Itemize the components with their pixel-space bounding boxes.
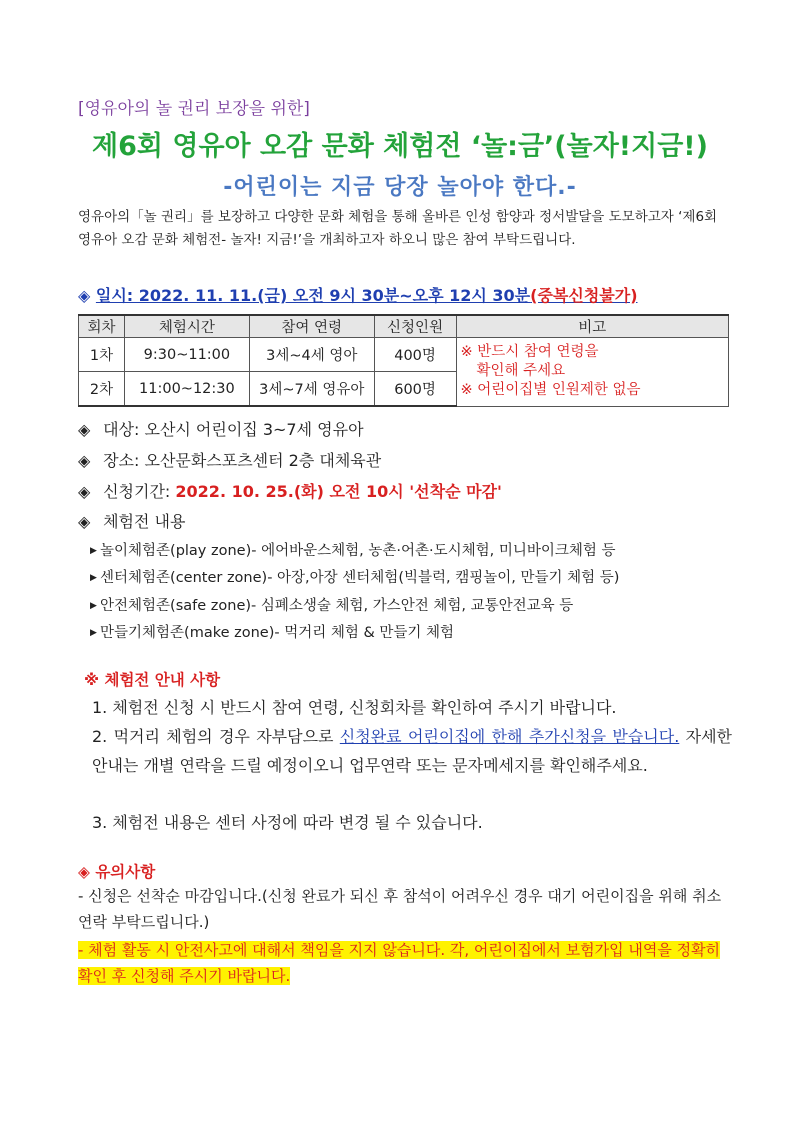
info-contents: ◈ 체험전 내용	[78, 512, 186, 531]
guide-item-1: 1. 체험전 신청 시 반드시 참여 연령, 신청회차를 확인하여 주시기 바랍니다.	[92, 698, 617, 717]
triangle-icon: ▶	[90, 573, 97, 583]
note-line: ※ 반드시 참여 연령을	[460, 344, 599, 361]
diamond-icon: ◈	[78, 451, 91, 470]
diamond-icon: ◈	[78, 512, 91, 531]
info-period: ◈ 신청기간: 2022. 10. 25.(화) 오전 10시 '선착순 마감'	[78, 482, 502, 501]
guide-item-2: 2. 먹거리 체험의 경우 자부담으로 신청완료 어린이집에 한해 추가신청을 받습니다. 자세한 안내는 개별 연락을 드릴 예정이오니 업무연락 또는 문자메세지를 확인해주세요.	[92, 727, 732, 775]
triangle-icon: ▶	[90, 601, 97, 611]
list-item: ▶ 센터체험존(center zone)- 아장,아장 센터체험(빅블럭, 캠핑놀이, 만들기 체험 등)	[90, 570, 620, 586]
highlighted-text: - 체험 활동 시 안전사고에 대해서 책임을 지지 않습니다. 각, 어린이집에서 보험가입 내역을 정확히 확인 후 신청해 주시기 바랍니다.	[78, 941, 721, 985]
diamond-icon: ◈	[78, 286, 91, 305]
guide-title: ※ 체험전 안내 사항	[84, 671, 221, 689]
period-value: 2022. 10. 25.(화) 오전 10시 '선착순 마감'	[175, 482, 502, 501]
cell-round: 2차	[79, 372, 125, 407]
cell-time: 9:30~11:00	[124, 338, 249, 372]
cell-round: 1차	[79, 338, 125, 372]
info-place: ◈ 장소: 오산문화스포츠센터 2층 대체육관	[78, 451, 382, 470]
triangle-icon: ▶	[90, 628, 97, 638]
col-header-time: 체험시간	[124, 315, 249, 338]
col-header-age: 참여 연령	[249, 315, 374, 338]
caution-title: ◈ 유의사항	[78, 863, 156, 881]
list-item: ▶ 안전체험존(safe zone)- 심폐소생술 체험, 가스안전 체험, 교통안전교육 등	[90, 598, 574, 614]
cell-time: 11:00~12:30	[124, 372, 249, 407]
col-header-round: 회차	[79, 315, 125, 338]
page-title: 제6회 영유아 오감 문화 체험전 ‘놀:금’(놀자!지금!)	[92, 131, 708, 162]
cell-note	[456, 338, 729, 407]
table-row	[79, 338, 729, 372]
cell-age: 3세~4세 영아	[249, 338, 374, 372]
triangle-icon: ▶	[90, 546, 97, 556]
event-datetime-label: 일시: 2022. 11. 11.(금) 오전 9시 30분~오후 12시 30분(중복신청불가)	[95, 286, 638, 305]
info-target: ◈ 대상: 오산시 어린이집 3~7세 영유아	[78, 420, 364, 439]
page-subtitle: -어린이는 지금 당장 놀아야 한다.-	[223, 175, 577, 200]
list-item: ▶ 만들기체험존(make zone)- 먹거리 체험 & 만들기 체험	[90, 625, 455, 641]
pretitle: [영유아의 놀 권리 보장을 위한]	[78, 99, 310, 119]
caution-line-2	[78, 937, 728, 989]
diamond-icon: ◈	[78, 420, 91, 439]
guide-item-3: 3. 체험전 내용은 센터 사정에 따라 변경 될 수 있습니다.	[92, 813, 483, 832]
event-datetime	[78, 283, 638, 306]
col-header-note: 비고	[456, 315, 729, 338]
diamond-icon: ◈	[78, 482, 91, 501]
intro-paragraph: 영유아의「놀 권리」를 보장하고 다양한 문화 체험을 통해 올바른 인성 함양과 정서발달을 도모하고자 ‘제6회 영유아 오감 문화 체험전- 놀자! 지금!’을 개최하고자 하오니 많은 참여 부탁드립니다.	[78, 209, 718, 248]
caution-line-1: - 신청은 선착순 마감입니다.(신청 완료가 되신 후 참석이 어려우신 경우 대기 어린이집을 위해 취소 연락 부탁드립니다.)	[78, 887, 722, 931]
table-header-row	[79, 315, 729, 338]
duplicate-note: (중복신청불가)	[530, 286, 638, 305]
col-header-capacity: 신청인원	[374, 315, 456, 338]
guide-link: 신청완료 어린이집에 한해 추가신청을 받습니다.	[339, 727, 680, 746]
cell-capacity: 400명	[374, 338, 456, 372]
cell-capacity: 600명	[374, 372, 456, 407]
list-item: ▶ 놀이체험존(play zone)- 에어바운스체험, 농촌·어촌·도시체험, 미니바이크체험 등	[90, 543, 616, 559]
schedule-table	[78, 314, 729, 407]
note-line: 확인해 주세요	[476, 363, 566, 380]
note-line: ※ 어린이집별 인원제한 없음	[460, 382, 641, 399]
cell-age: 3세~7세 영유아	[249, 372, 374, 407]
